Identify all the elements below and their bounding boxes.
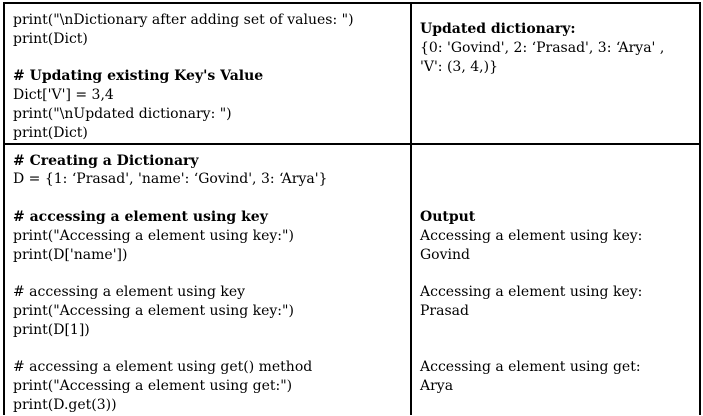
blank-line [420,321,691,340]
output-line: Accessing a element using key: [420,284,643,301]
blank-line [420,340,691,359]
code-line: print("\nDictionary after adding set of values: ") [13,12,354,28]
output-cell [411,3,700,144]
section-heading: # Creating a Dictionary [13,152,199,169]
output-heading: Output [420,208,476,225]
section-heading: # Updating existing Key's Value [13,68,264,85]
code-comment: # accessing a element using get() method [13,359,313,376]
code-line: print(D.get(3)) [13,396,117,413]
blank-line [13,49,402,68]
code-line: print("\nUpdated dictionary: ") [13,105,232,122]
blank-line [13,340,402,359]
output-line: Accessing a element using get: [420,359,641,376]
code-line: print(Dict) [13,30,88,47]
blank-line [420,264,691,283]
table-row [4,3,700,144]
output-text: {0: 'Govind', 2: ‘Prasad', 3: ‘Arya' , 'V': (3, 4,)} [420,39,665,75]
output-heading: Updated dictionary: [420,21,576,37]
code-line: D = {1: ‘Prasad', 'name': ‘Govind', 3: ‘Arya'} [13,171,328,188]
output-cell [411,144,700,415]
blank-line [420,189,691,208]
code-line: Dict['V'] = 3,4 [13,87,114,104]
code-line: print(D[1]) [13,321,90,338]
output-line: Arya [420,378,454,395]
code-line: print("Accessing a element using get:") [13,378,293,395]
blank-line [420,170,691,189]
blank-line [13,189,402,208]
spacer [420,11,691,20]
code-line: print("Accessing a element using key:") [13,302,294,319]
code-line: print(D['name']) [13,246,128,263]
code-output-table [3,2,701,415]
blank-line [420,152,691,171]
code-cell [4,144,411,415]
blank-line [13,264,402,283]
code-cell [4,3,411,144]
code-line: print(Dict) [13,124,88,141]
output-line: Govind [420,246,470,263]
code-comment: # accessing a element using key [13,284,246,301]
output-line: Accessing a element using key: [420,227,643,244]
output-line: Prasad [420,302,469,319]
code-line: print("Accessing a element using key:") [13,227,294,244]
table-row [4,144,700,415]
section-heading: # accessing a element using key [13,208,268,225]
